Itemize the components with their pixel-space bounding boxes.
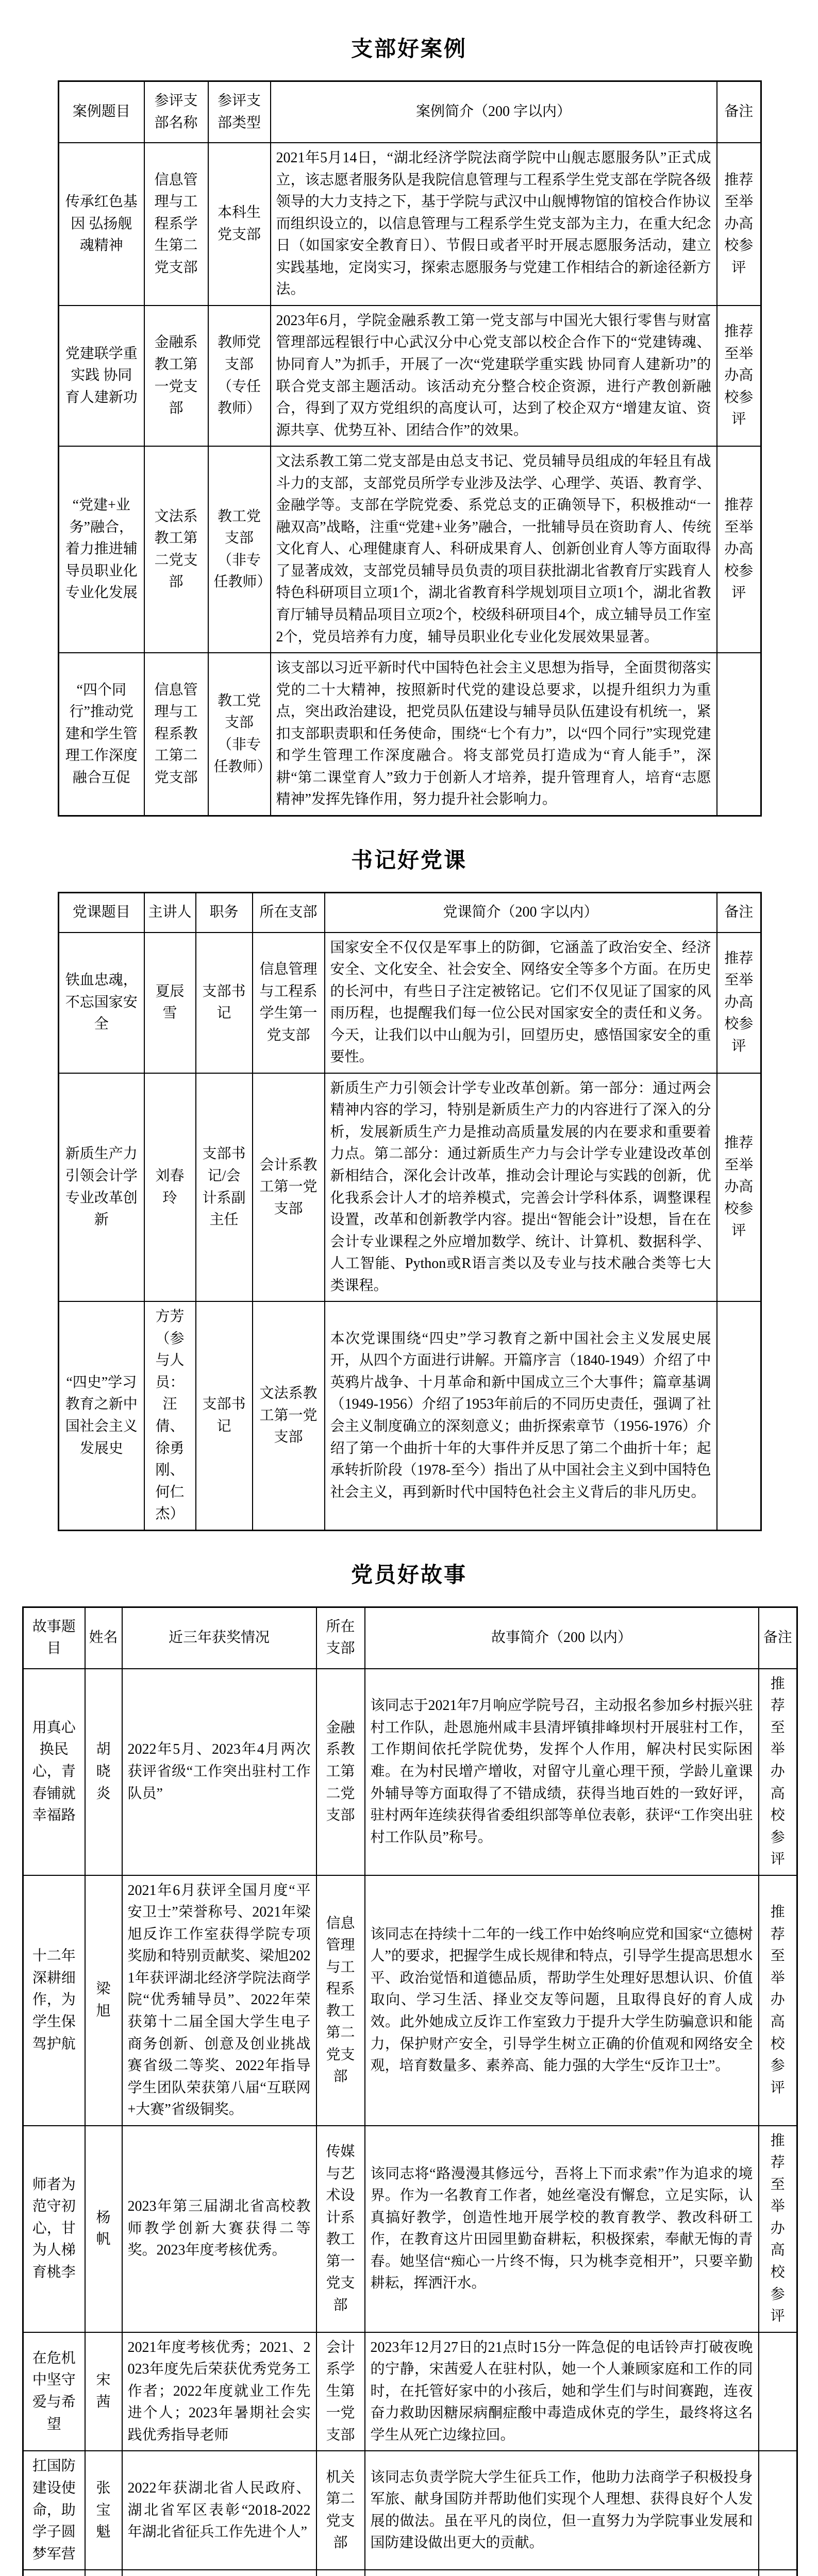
- table-cell: 党建联学重实践 协同育人建新功: [59, 306, 144, 446]
- column-header: 主讲人: [144, 892, 196, 932]
- table-cell: 教师党支部（专任教师）: [208, 306, 271, 446]
- table-cell: “四史”学习教育之新中国社会主义发展史: [59, 1301, 144, 1530]
- table-cell: 推荐至举办高校参评: [759, 2126, 797, 2332]
- table-cell: 2021年度考核优秀；2021、2023年度先后荣获优秀党务工作者；2022年度就业工作先进个人；2023年暑期社会实践优秀指导老师: [122, 2332, 316, 2451]
- column-header: 备注: [717, 81, 761, 143]
- table-cell: 机关第二党支部: [316, 2451, 365, 2570]
- column-header: 党课题目: [59, 892, 144, 932]
- table-row: [23, 2332, 797, 2451]
- table-cell: 传承红色基因 弘扬舰魂精神: [59, 143, 144, 306]
- column-header: 备注: [717, 892, 761, 932]
- table-cell: 新质生产力引领会计学专业改革创新。第一部分：通过两会精神内容的学习，特别是新质生产力的内容进行了深入的分析，发展新质生产力是推动高质量发展的内在要求和重要着力点。第二部分：通过新质生产力与会计学专业建设改革创新相结合，深化会计改革，推动会计理论与实践的创新，优化我系会计人才的培养模式，完善会计学科体系，调整课程设置，改革和创新教学内容。提出“智能会计”设想，旨在在会计专业课程之外应增加数学、统计、计算机、数据科学、人工智能、Python或R语言类以及专业与技术融合类等七大类课程。: [325, 1073, 717, 1301]
- table-row: [23, 1875, 797, 2126]
- column-header: 职务: [196, 892, 253, 932]
- table-cell: 2021年5月14日，“湖北经济学院法商学院中山舰志愿服务队”正式成立，该志愿者服务队是我院信息管理与工程系学生党支部在学院各级领导的大力支持之下，基于学院与武汉中山舰博物馆的馆校合作协议而组织设立的，以信息管理与工程系学生党支部为主力，在重大纪念日（如国家安全教育日）、节假日或者平时开展志愿服务活动，建立实践基地，定岗实习，探索志愿服务与党建工作相结合的新途径新方法。: [271, 143, 717, 306]
- table-cell: 支部书记: [196, 933, 253, 1073]
- table-cell: [122, 2570, 316, 2576]
- column-header: 近三年获奖情况: [122, 1607, 316, 1669]
- table-cell: 支部书记/会计系副主任: [196, 1073, 253, 1301]
- table-cell: 教工党支部（非专任教师）: [208, 446, 271, 653]
- table-cell: 张宝魁: [85, 2451, 122, 2570]
- column-header: 案例简介（200 字以内）: [271, 81, 717, 143]
- table-header: [23, 1607, 797, 1669]
- column-header: 参评支部类型: [208, 81, 271, 143]
- header-row: [59, 892, 761, 932]
- section-title-member-stories: 党员好故事: [350, 1563, 467, 1587]
- table-cell: 信息管理与工程系教工第二党支部: [144, 653, 208, 816]
- table-cell: 信息管理与工程系学生第一党支部: [253, 933, 325, 1073]
- table-cell: 推荐至举办高校参评: [717, 306, 761, 446]
- table-row: [59, 306, 761, 446]
- table-cell: 推荐至举办高校参评: [717, 446, 761, 653]
- table-cell: 该支部以习近平新时代中国特色社会主义思想为指导，全面贯彻落实党的二十大精神，按照新时代党的建设总要求，以提升组织力为重点，突出政治建设，把党员队伍建设与辅导员队伍建设有机统一，紧扣支部职责职和任务使命，围绕“七个有力”，以“四个同行”实现党建和学生管理工作深度融合。将支部党员打造成为“育人能手”，深耕“第二课堂育人”致力于创新人才培养，提升管理育人，培育“志愿精神”发挥先锋作用，努力提升社会影响力。: [271, 653, 717, 816]
- table-row: [59, 1301, 761, 1530]
- table-cell: 教工党支部（非专任教师）: [208, 653, 271, 816]
- table-cell: 推荐至举办高校参评: [717, 1073, 761, 1301]
- table-cell: 宋茜: [85, 2332, 122, 2451]
- table-cell: 2021年6月获评全国月度“平安卫士”荣誉称号、2021年梁旭反诈工作室获得学院专项奖励和特别贡献奖、梁旭2021年获评湖北经济学院法商学院“优秀辅导员”、2022年荣获第十二届全国大学生电子商务创新、创意及创业挑战赛省级二等奖、2022年指导学生团队荣获第八届“互联网+大赛”省级铜奖。: [122, 1875, 316, 2126]
- table-cell: 刘春玲: [144, 1073, 196, 1301]
- secretary-lectures-table: [58, 892, 762, 1531]
- table-cell: 文法系教工第一党支部: [253, 1301, 325, 1530]
- table-cell: 新质生产力引领会计学专业改革创新: [59, 1073, 144, 1301]
- table-cell: [717, 1301, 761, 1530]
- table-header: [59, 81, 761, 143]
- section-title-branch-cases: 支部好案例: [350, 38, 467, 61]
- table-cell: [759, 2332, 797, 2451]
- table-row: [59, 446, 761, 653]
- table-cell: [717, 653, 761, 816]
- table-cell: [85, 2570, 122, 2576]
- table-cell: 胡晓炎: [85, 1669, 122, 1875]
- table-cell: “四个同行”推动党建和学生管理工作深度融合互促: [59, 653, 144, 816]
- table-cell: 铁血忠魂，不忘国家安全: [59, 933, 144, 1073]
- table-cell: [365, 2570, 759, 2576]
- column-header: 案例题目: [59, 81, 144, 143]
- member-stories-table: [22, 1606, 798, 2576]
- table-cell: 信息管理与工程系教工第二党支部: [316, 1875, 365, 2126]
- column-header: 备注: [759, 1607, 797, 1669]
- section-secretary-lectures: [0, 843, 818, 1531]
- table-cell: 杨帆: [85, 2126, 122, 2332]
- table-cell: 方芳（参与人员：汪倩、徐勇刚、何仁杰）: [144, 1301, 196, 1530]
- table-cell: 传媒与艺术设计系教工第一党支部: [316, 2126, 365, 2332]
- table-cell: 该同志负责学院大学生征兵工作，他助力法商学子积极投身军旅、献身国防并帮助他们实现个人理想、获得良好个人发展的做法。虽在平凡的岗位，但一直努力为学院事业发展和国防建设做出更大的贡献。: [365, 2451, 759, 2570]
- section-branch-cases: [0, 32, 818, 817]
- table-cell: 金融系教工第一党支部: [144, 306, 208, 446]
- table-cell: 2023年6月，学院金融系教工第一党支部与中国光大银行零售与财富管理部远程银行中心武汉分中心党支部以校企合作下的“党建铸魂、协同育人”为抓手，开展了一次“党建联学重实践 协同育人建新功”的联合党支部主题活动。该活动充分整合校企资源，进行产教创新融合，得到了双方党组织的高度认可，达到了校企双方“增建友谊、资源共享、优势互补、团结合作”的效果。: [271, 306, 717, 446]
- table-cell: 该同志于2021年7月响应学院号召，主动报名参加乡村振兴驻村工作队，赴恩施州咸丰县清坪镇排峰坝村开展驻村工作，工作期间依托学院优势，发挥个人作用，解决村民实际困难。在为村民增产增收，对留守儿童心理干预，学龄儿童课外辅导等方面取得了不错成绩，获得当地百姓的一致好评，驻村两年连续获得省委组织部等单位表彰，获评“工作突出驻村工作队员”称号。: [365, 1669, 759, 1875]
- table-cell: 会计系教工第一党支部: [253, 1073, 325, 1301]
- table-cell: 在危机中坚守爱与希望: [23, 2332, 85, 2451]
- table-body: [23, 1669, 797, 2576]
- table-cell: 用真心换民心，青春铺就幸福路: [23, 1669, 85, 1875]
- header-row: [23, 1607, 797, 1669]
- table-body: [59, 933, 761, 1531]
- column-header: 参评支部名称: [144, 81, 208, 143]
- section-member-stories: [0, 1558, 818, 2576]
- table-cell: 本次党课围绕“四史”学习教育之新中国社会主义发展史展开，从四个方面进行讲解。开篇序言（1840-1949）介绍了中英鸦片战争、十月革命和新中国成立三个大事件；篇章基调（1949-1956）介绍了1953年前后的不同历史责任，强调了社会主义制度确立的深刻意义；曲折探索章节（1956-1976）介绍了第一个曲折十年的大事件并反思了第二个曲折十年；起承转折阶段（1978-至今）指出了从中国社会主义到中国特色社会主义，再到新时代中国特色社会主义背后的非凡历史。: [325, 1301, 717, 1530]
- table-cell: 文法系教工第二党支部是由总支书记、党员辅导员组成的年轻且有战斗力的支部，支部党员所学专业涉及法学、心理学、英语、教育学、金融学等。支部在学院党委、系党总支的正确领导下，积极推动“一融双高”战略，注重“党建+业务”融合，一批辅导员在资助育人、传统文化育人、心理健康育人、科研成果育人、创新创业育人等方面取得了显著成效，支部党员辅导员负责的项目获批湖北省教育厅实践育人特色科研项目立项1个，湖北省教育科学规划项目立项1个，湖北省教育厅辅导员精品项目立项2个，校级科研项目4个，成立辅导员工作室2个，党员培养有力度，辅导员职业化专业化发展效果显著。: [271, 446, 717, 653]
- column-header: 党课简介（200 字以内）: [325, 892, 717, 932]
- table-cell: 扛国防建设使命，助学子圆梦军营: [23, 2451, 85, 2570]
- table-cell: [316, 2570, 365, 2576]
- table-cell: 会计系学生第一党支部: [316, 2332, 365, 2451]
- table-cell: 梁旭: [85, 1875, 122, 2126]
- table-cell: 支部书记: [196, 1301, 253, 1530]
- table-cell: 2023年12月27日的21点时15分一阵急促的电话铃声打破夜晚的宁静，宋茜爱人在驻村队，她一个人兼顾家庭和工作的同时，在托管好家中的小孩后，她和学生们与时间赛跑，连夜奋力救助因糖尿病酮症酸中毒造成休克的学生，最终将这名学生从死亡边缘拉回。: [365, 2332, 759, 2451]
- column-header: 故事简介（200 以内）: [365, 1607, 759, 1669]
- table-cell: 推荐至举办高校参评: [759, 1875, 797, 2126]
- table-cell: 国家安全不仅仅是军事上的防御，它涵盖了政治安全、经济安全、文化安全、社会安全、网络安全等多个方面。在历史的长河中，有些日子注定被铭记。它们不仅见证了国家的风雨历程，也提醒我们每一位公民对国家安全的责任和义务。今天，让我们以中山舰为引，回望历史，感悟国家安全的重要性。: [325, 933, 717, 1073]
- table-row: [59, 1073, 761, 1301]
- table-row: [59, 653, 761, 816]
- table-cell: 推荐至举办高校参评: [717, 143, 761, 306]
- table-cell: 2023年第三届湖北省高校教师教学创新大赛获得二等奖。2023年度考核优秀。: [122, 2126, 316, 2332]
- table-cell: 夏辰雪: [144, 933, 196, 1073]
- column-header: 姓名: [85, 1607, 122, 1669]
- table-row: [59, 933, 761, 1073]
- table-cell: 2022年5月、2023年4月两次获评省级“工作突出驻村工作队员”: [122, 1669, 316, 1875]
- table-row: [59, 143, 761, 306]
- table-cell: 2022年获湖北省人民政府、湖北省军区表彰“2018-2022年湖北省征兵工作先进个人”: [122, 2451, 316, 2570]
- table-body: [59, 143, 761, 816]
- table-cell: 文法系教工第二党支部: [144, 446, 208, 653]
- table-row: [23, 1669, 797, 1875]
- table-row: [23, 2126, 797, 2332]
- section-title-secretary-lectures: 书记好党课: [350, 849, 467, 873]
- column-header: 所在支部: [253, 892, 325, 932]
- table-cell: 推荐至举办高校参评: [717, 933, 761, 1073]
- header-row: [59, 81, 761, 143]
- table-cell: 信息管理与工程系学生第二党支部: [144, 143, 208, 306]
- column-header: 故事题目: [23, 1607, 85, 1669]
- table-cell: 金融系教工第二党支部: [316, 1669, 365, 1875]
- table-cell: 师者为范守初心，甘为人梯育桃李: [23, 2126, 85, 2332]
- table-cell: “党建+业务”融合，着力推进辅导员职业化专业化发展: [59, 446, 144, 653]
- table-cell: 推荐至举办高校参评: [759, 1669, 797, 1875]
- table-cell: [759, 2570, 797, 2576]
- table-cell: [23, 2570, 85, 2576]
- table-row: [23, 2570, 797, 2576]
- table-header: [59, 892, 761, 932]
- table-cell: 十二年深耕细作，为学生保驾护航: [23, 1875, 85, 2126]
- branch-cases-table: [58, 80, 762, 817]
- table-row: [23, 2451, 797, 2570]
- column-header: 所在支部: [316, 1607, 365, 1669]
- table-cell: 本科生党支部: [208, 143, 271, 306]
- table-cell: 该同志将“路漫漫其修远兮，吾将上下而求索”作为追求的境界。作为一名教育工作者，她丝毫没有懈怠，立足实际，认真搞好教学，创造性地开展学校的教育教学、教改科研工作，在教育这片田园里勤奋耕耘，积极探索，奉献无悔的青春。她坚信“痴心一片终不悔，只为桃李竞相开”，只要辛勤耕耘，挥洒汗水。: [365, 2126, 759, 2332]
- table-cell: [759, 2451, 797, 2570]
- table-cell: 该同志在持续十二年的一线工作中始终响应党和国家“立德树人”的要求，把握学生成长规律和特点，引导学生提高思想水平、政治觉悟和道德品质，帮助学生处理好思想认识、价值取向、学习生活、择业交友等问题，且取得良好的育人成效。此外她成立反诈工作室致力于提升大学生防骗意识和能力，保护财产安全，引导学生树立正确的价值观和网络安全观，培育数量多、素养高、能力强的大学生“反诈卫士”。: [365, 1875, 759, 2126]
